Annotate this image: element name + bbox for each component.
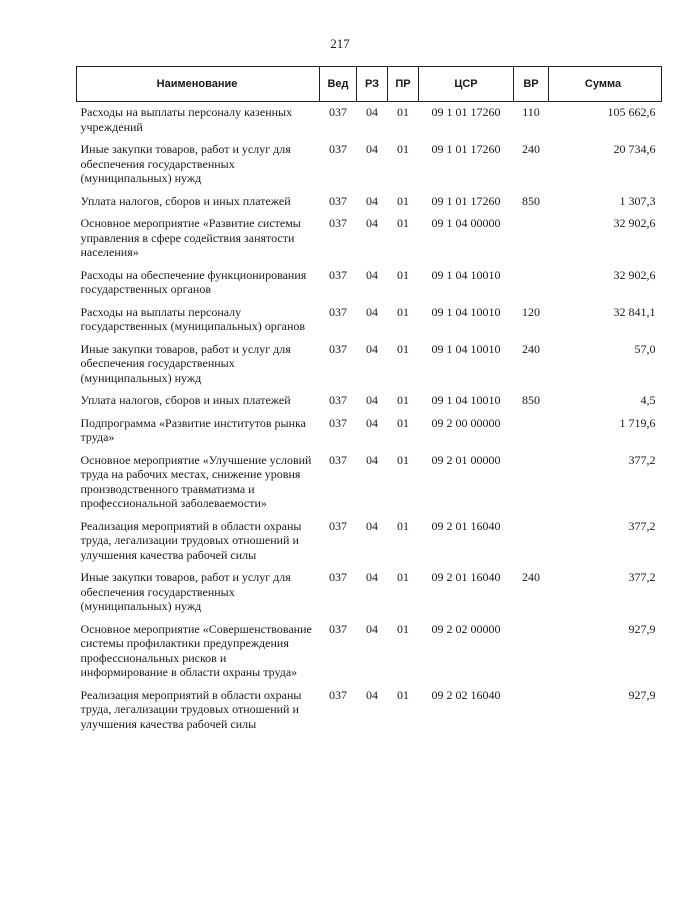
cell-vr bbox=[514, 516, 549, 568]
cell-rz: 04 bbox=[366, 193, 378, 208]
cell-name: Уплата налогов, сборов и иных платежей bbox=[80, 393, 291, 407]
page-number: 217 bbox=[330, 36, 350, 51]
cell-vr bbox=[514, 265, 549, 302]
cell-pr: 01 bbox=[397, 341, 409, 356]
table-row bbox=[77, 265, 662, 302]
cell-rz: 04 bbox=[366, 216, 378, 230]
cell-pr: 01 bbox=[397, 518, 409, 533]
cell-sum: 1 719,6 bbox=[619, 415, 656, 430]
cell-vr bbox=[514, 619, 549, 685]
table-row bbox=[77, 619, 662, 685]
cell-sum: 32 902,6 bbox=[613, 267, 656, 282]
cell-sum: 377,2 bbox=[628, 452, 656, 467]
cell-csr: 09 1 01 17260 bbox=[431, 105, 501, 119]
cell-ved: 037 bbox=[329, 267, 347, 282]
cell-name: Иные закупки товаров, работ и услуг для обеспечения государственных (муниципальных) нужд bbox=[80, 570, 291, 613]
table-row bbox=[77, 450, 662, 516]
cell-vr: 240 bbox=[522, 142, 540, 156]
cell-vr bbox=[514, 450, 549, 516]
header-vr: ВР bbox=[514, 67, 549, 102]
budget-table bbox=[76, 66, 662, 736]
cell-rz: 04 bbox=[366, 142, 378, 156]
cell-csr: 09 1 04 10010 bbox=[431, 393, 501, 407]
cell-vr bbox=[514, 413, 549, 450]
cell-pr: 01 bbox=[397, 105, 409, 119]
cell-ved: 037 bbox=[329, 216, 347, 230]
table-row bbox=[77, 516, 662, 568]
cell-rz: 04 bbox=[366, 393, 378, 407]
cell-csr: 09 1 04 10010 bbox=[431, 267, 501, 282]
header-ved: Вед bbox=[320, 67, 357, 102]
cell-sum: 377,2 bbox=[628, 570, 656, 584]
cell-csr: 09 2 01 00000 bbox=[431, 452, 501, 467]
cell-vr: 850 bbox=[522, 393, 540, 407]
table-header bbox=[77, 67, 662, 102]
cell-vr: 240 bbox=[522, 341, 540, 356]
header-sum: Сумма bbox=[549, 67, 662, 102]
cell-csr: 09 1 01 17260 bbox=[431, 142, 501, 156]
cell-sum: 4,5 bbox=[640, 393, 656, 407]
cell-vr: 850 bbox=[522, 193, 540, 208]
table-row bbox=[77, 685, 662, 737]
cell-ved: 037 bbox=[329, 193, 347, 208]
cell-sum: 1 307,3 bbox=[619, 193, 656, 208]
header-rz: РЗ bbox=[357, 67, 388, 102]
cell-pr: 01 bbox=[397, 142, 409, 156]
cell-vr: 120 bbox=[522, 304, 540, 319]
table-row bbox=[77, 102, 662, 140]
cell-rz: 04 bbox=[366, 452, 378, 467]
header-name: Наименование bbox=[77, 67, 320, 102]
cell-csr: 09 2 02 16040 bbox=[431, 687, 501, 702]
cell-name: Реализация мероприятий в области охраны труда, легализации трудовых отношений и улучшения качества рабочей силы bbox=[80, 518, 302, 562]
header-pr: ПР bbox=[388, 67, 419, 102]
cell-pr: 01 bbox=[397, 393, 409, 407]
cell-name: Иные закупки товаров, работ и услуг для обеспечения государственных (муниципальных) нужд bbox=[80, 142, 291, 185]
cell-sum: 927,9 bbox=[628, 687, 656, 702]
table-row bbox=[77, 191, 662, 214]
cell-csr: 09 1 04 00000 bbox=[431, 216, 501, 230]
cell-rz: 04 bbox=[366, 341, 378, 356]
cell-rz: 04 bbox=[366, 415, 378, 430]
cell-ved: 037 bbox=[329, 518, 347, 533]
cell-ved: 037 bbox=[329, 142, 347, 156]
cell-ved: 037 bbox=[329, 393, 347, 407]
cell-name: Уплата налогов, сборов и иных платежей bbox=[80, 193, 291, 208]
cell-name: Расходы на обеспечение функционирования государственных органов bbox=[80, 267, 307, 296]
cell-sum: 927,9 bbox=[628, 621, 656, 636]
cell-sum: 32 902,6 bbox=[613, 216, 656, 230]
cell-name: Реализация мероприятий в области охраны труда, легализации трудовых отношений и улучшения качества рабочей силы bbox=[80, 687, 302, 731]
cell-pr: 01 bbox=[397, 452, 409, 467]
cell-sum: 32 841,1 bbox=[613, 304, 656, 319]
cell-sum: 20 734,6 bbox=[613, 142, 656, 156]
cell-pr: 01 bbox=[397, 267, 409, 282]
cell-rz: 04 bbox=[366, 518, 378, 533]
cell-ved: 037 bbox=[329, 105, 347, 119]
cell-rz: 04 bbox=[366, 621, 378, 636]
cell-csr: 09 2 00 00000 bbox=[431, 415, 501, 430]
cell-vr: 240 bbox=[522, 570, 540, 584]
cell-csr: 09 2 02 00000 bbox=[431, 621, 501, 636]
table-row bbox=[77, 339, 662, 391]
cell-csr: 09 1 04 10010 bbox=[431, 304, 501, 319]
cell-vr: 110 bbox=[522, 105, 540, 119]
cell-rz: 04 bbox=[366, 304, 378, 319]
cell-ved: 037 bbox=[329, 452, 347, 467]
cell-ved: 037 bbox=[329, 570, 347, 584]
table-body bbox=[77, 102, 662, 737]
cell-pr: 01 bbox=[397, 193, 409, 208]
table-row bbox=[77, 567, 662, 619]
table-row bbox=[77, 213, 662, 265]
cell-csr: 09 1 01 17260 bbox=[431, 193, 501, 208]
cell-ved: 037 bbox=[329, 341, 347, 356]
cell-name: Расходы на выплаты персоналу государственных (муниципальных) органов bbox=[80, 304, 306, 333]
cell-pr: 01 bbox=[397, 216, 409, 230]
header-row bbox=[77, 67, 662, 102]
cell-ved: 037 bbox=[329, 304, 347, 319]
table-row bbox=[77, 390, 662, 413]
cell-csr: 09 1 04 10010 bbox=[431, 341, 501, 356]
table-row bbox=[77, 139, 662, 191]
cell-name: Расходы на выплаты персоналу казенных учреждений bbox=[80, 105, 293, 134]
cell-sum: 57,0 bbox=[634, 341, 656, 356]
cell-name: Подпрограмма «Развитие институтов рынка труда» bbox=[80, 415, 306, 444]
cell-ved: 037 bbox=[329, 621, 347, 636]
cell-rz: 04 bbox=[366, 570, 378, 584]
cell-sum: 377,2 bbox=[628, 518, 656, 533]
cell-csr: 09 2 01 16040 bbox=[431, 570, 501, 584]
cell-csr: 09 2 01 16040 bbox=[431, 518, 501, 533]
cell-sum: 105 662,6 bbox=[607, 105, 656, 119]
cell-pr: 01 bbox=[397, 570, 409, 584]
table-row bbox=[77, 302, 662, 339]
cell-name: Основное мероприятие «Улучшение условий труда на рабочих местах, снижение уровня производственного травматизма и профессиональной заболеваемости» bbox=[80, 452, 312, 510]
header-csr: ЦСР bbox=[419, 67, 514, 102]
cell-name: Основное мероприятие «Развитие системы управления в сфере содействия занятости населения» bbox=[80, 216, 301, 259]
cell-pr: 01 bbox=[397, 415, 409, 430]
cell-pr: 01 bbox=[397, 304, 409, 319]
cell-ved: 037 bbox=[329, 687, 347, 702]
table-row bbox=[77, 413, 662, 450]
cell-name: Основное мероприятие «Совершенствование системы профилактики предупреждения профессиональных рисков и информирование в области охраны труда» bbox=[80, 621, 312, 679]
cell-rz: 04 bbox=[366, 687, 378, 702]
cell-rz: 04 bbox=[366, 267, 378, 282]
cell-vr bbox=[514, 685, 549, 737]
cell-pr: 01 bbox=[397, 687, 409, 702]
cell-name: Иные закупки товаров, работ и услуг для обеспечения государственных (муниципальных) нужд bbox=[80, 341, 291, 385]
cell-ved: 037 bbox=[329, 415, 347, 430]
cell-pr: 01 bbox=[397, 621, 409, 636]
cell-vr bbox=[514, 213, 549, 265]
cell-rz: 04 bbox=[366, 105, 378, 119]
